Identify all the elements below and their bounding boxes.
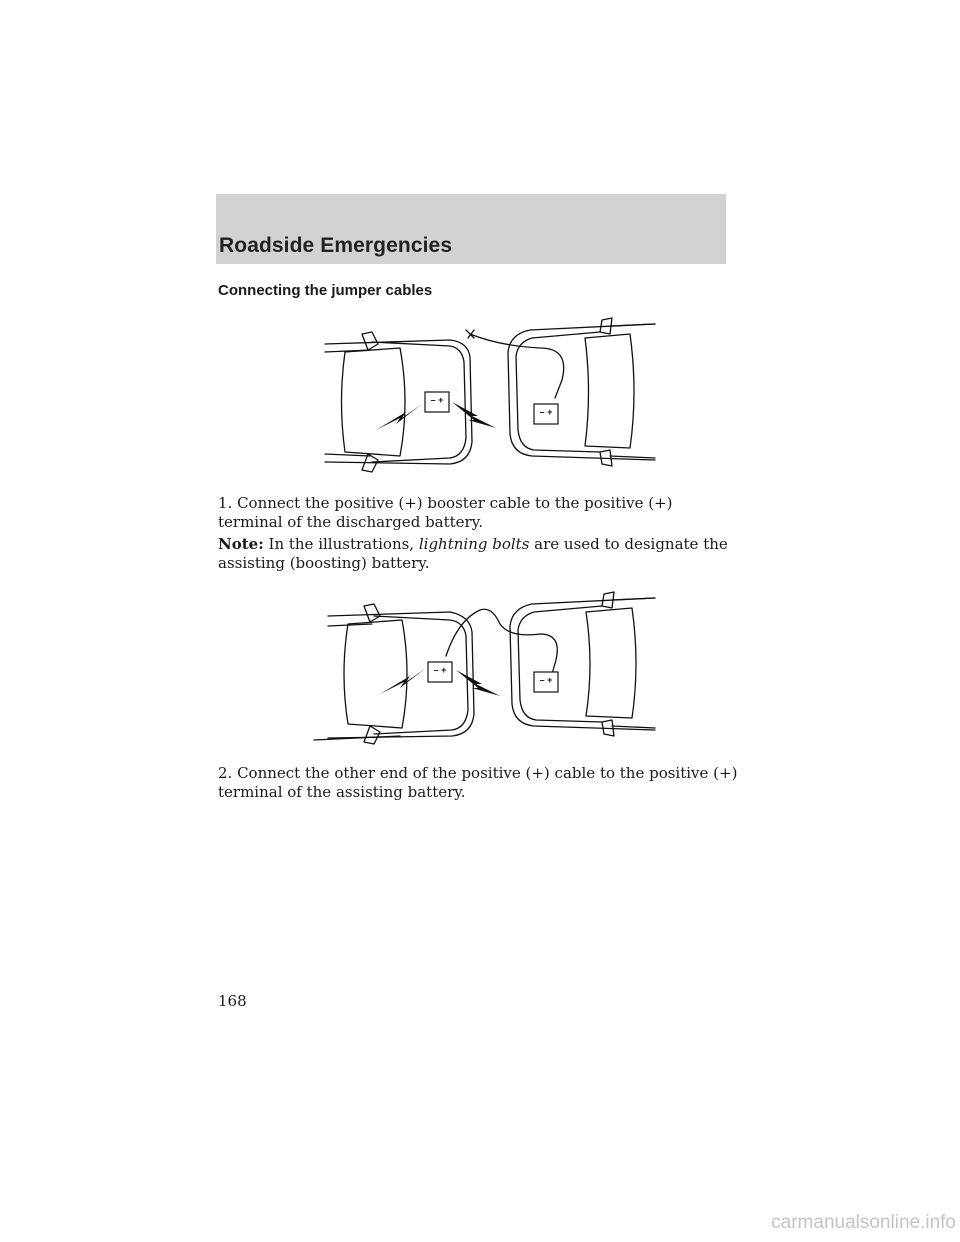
note-text-after: are used to designate the assisting (boosting) battery. <box>218 535 728 572</box>
left-car-mirror-top <box>364 604 380 622</box>
watermark: carmanualsonline.info <box>771 1212 956 1233</box>
step-1-text: 1. Connect the positive (+) booster cable to the positive (+) terminal of the discharged battery. <box>218 494 673 531</box>
left-car-hood <box>374 616 468 734</box>
lightning-bolt-icon <box>456 670 500 696</box>
jumper-cable <box>446 609 557 674</box>
right-battery-icon <box>534 672 558 692</box>
section-heading: Connecting the jumper cables <box>218 282 433 299</box>
figure-jumper-step2 <box>300 590 680 750</box>
left-car-body <box>325 340 472 464</box>
lightning-bolt-icon <box>380 668 426 694</box>
cable-clamp <box>466 330 474 338</box>
figure-jumper-step2-drawing <box>300 590 680 750</box>
note-emphasis: lightning bolts <box>418 535 530 553</box>
page-title: Roadside Emergencies <box>219 234 453 257</box>
right-battery-label: – + <box>539 407 553 417</box>
right-car-body <box>508 324 655 460</box>
right-car-windshield <box>585 334 634 448</box>
figure-jumper-step1 <box>300 312 680 482</box>
note-label: Note: <box>218 535 264 553</box>
page-number: 168 <box>218 992 247 1010</box>
left-battery-label: – + <box>430 395 444 405</box>
left-battery-icon <box>428 662 452 682</box>
figure-jumper-step1-drawing <box>300 312 680 482</box>
note-paragraph <box>218 535 738 573</box>
left-car-windshield <box>344 620 407 728</box>
left-battery-icon <box>425 392 449 412</box>
left-car-windshield <box>342 348 406 456</box>
right-car-windshield <box>586 608 636 718</box>
left-battery-label: – + <box>433 665 447 675</box>
note-text-before: In the illustrations, <box>268 535 419 553</box>
right-battery-label: – + <box>539 675 553 685</box>
lightning-bolt-icon <box>452 402 496 428</box>
left-car-mirror-top <box>362 332 378 350</box>
right-battery-icon <box>534 404 558 424</box>
left-car-hood <box>372 342 466 462</box>
step-2-text: 2. Connect the other end of the positive (+) cable to the positive (+) terminal of the assisting battery. <box>218 764 738 801</box>
lightning-bolt-icon <box>376 404 422 430</box>
left-car-mirror-bottom <box>364 726 380 744</box>
